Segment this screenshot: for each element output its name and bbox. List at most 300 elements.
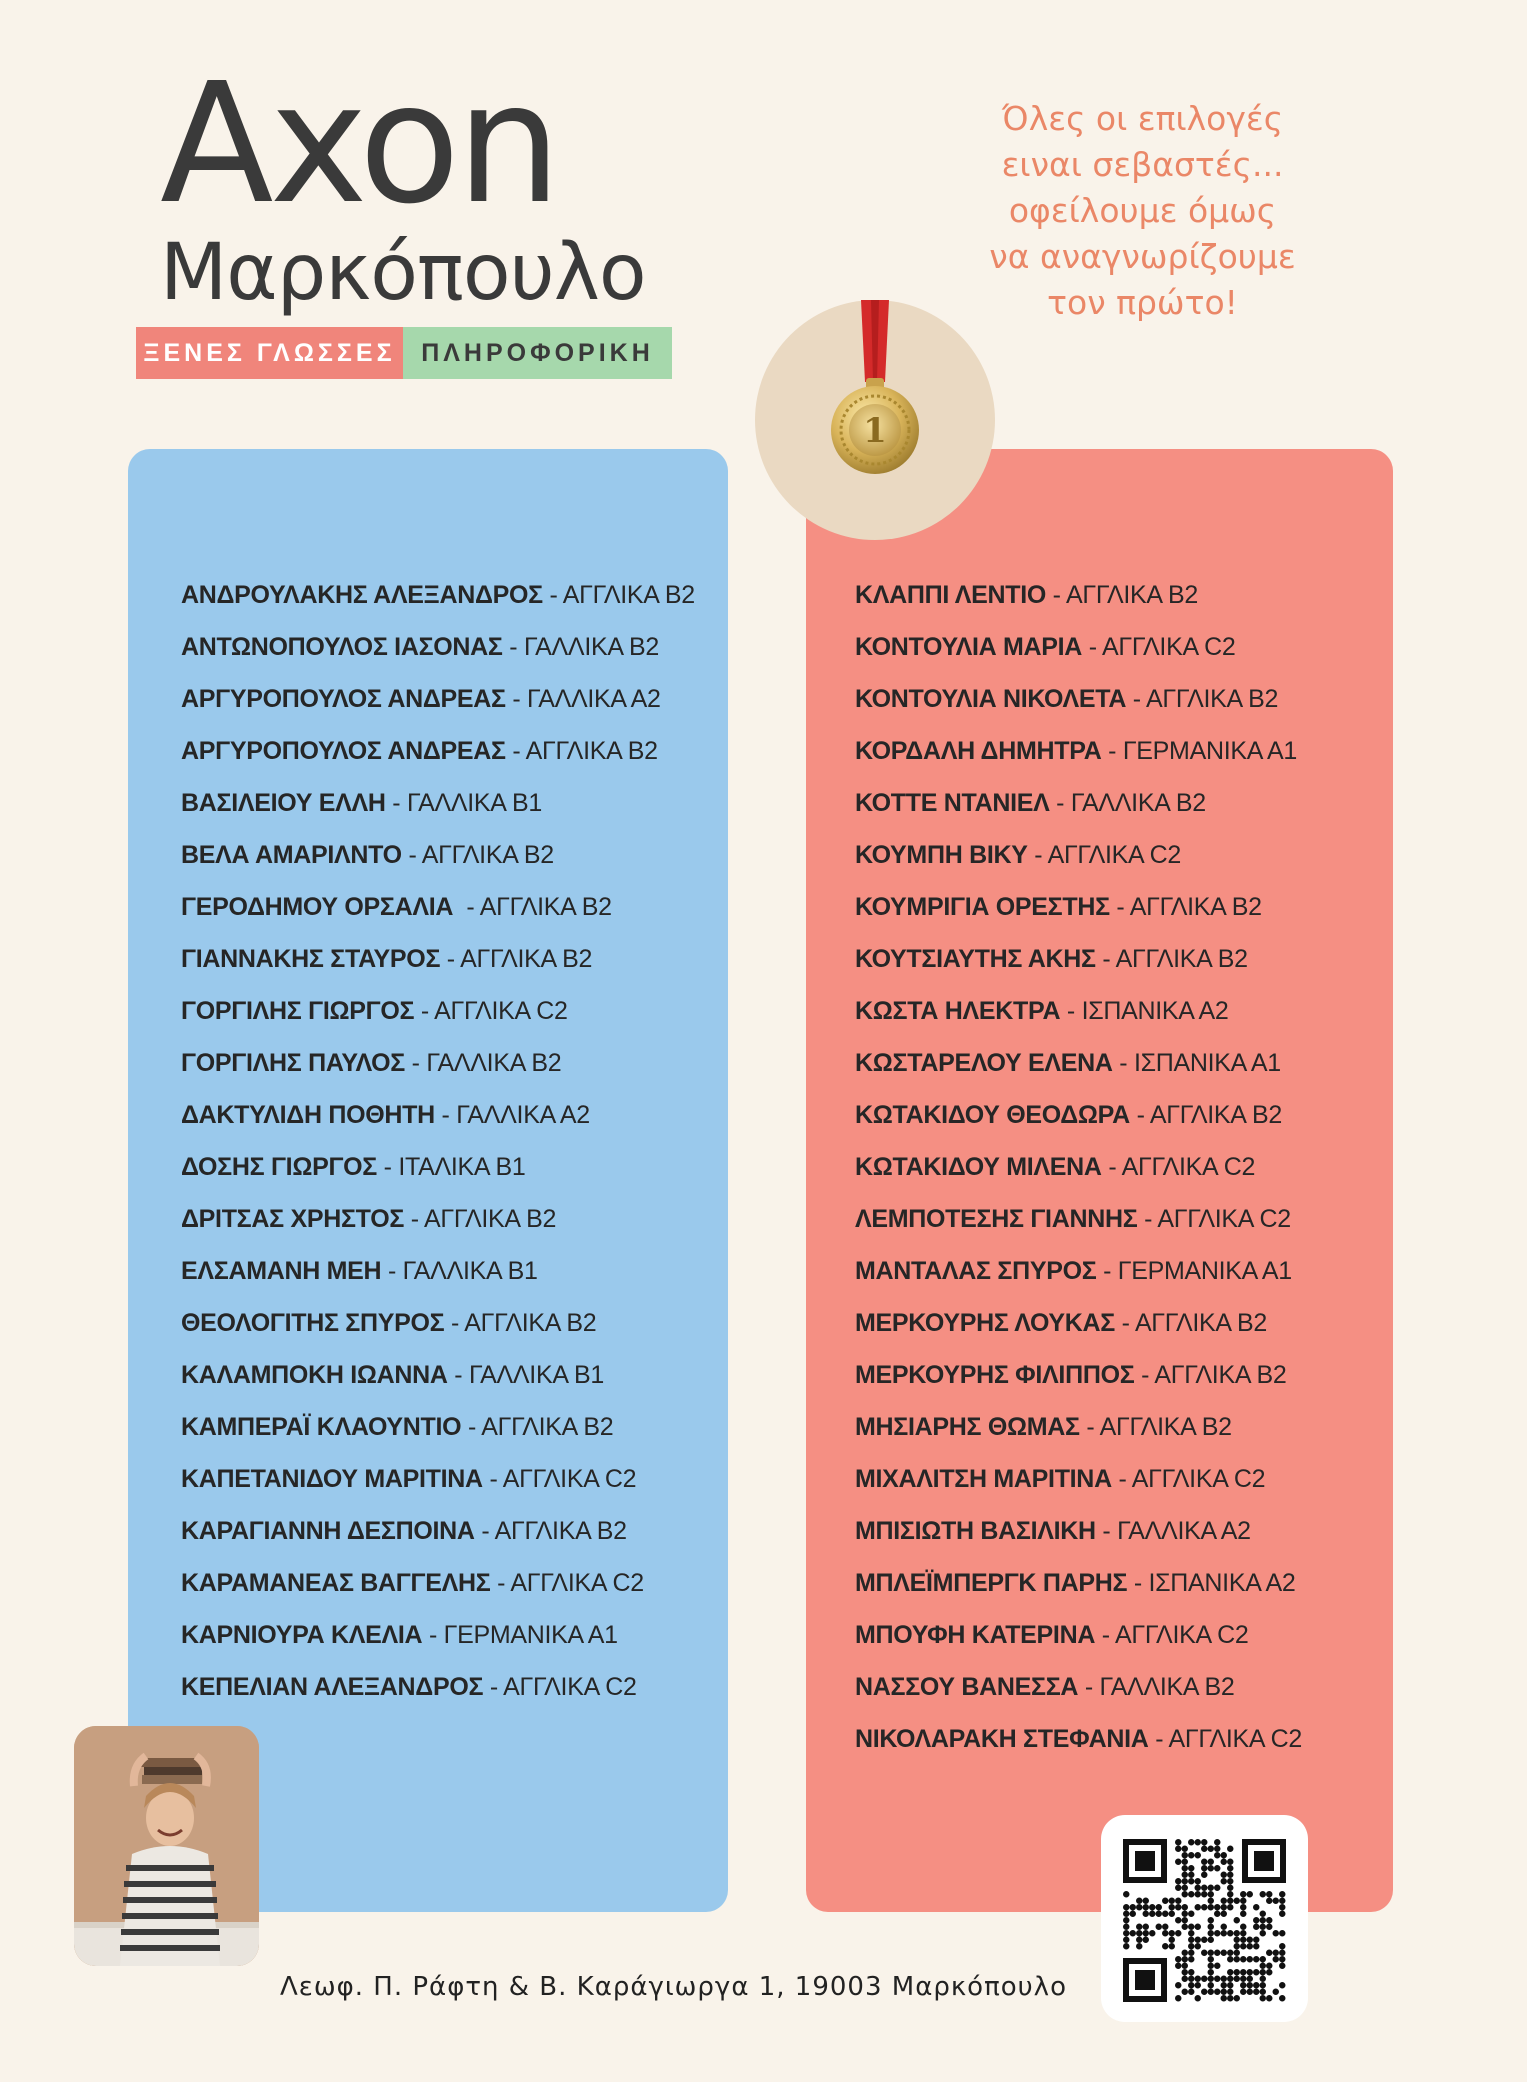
qr-module [1175,1885,1182,1892]
student-name: ΚΑΡΝΙΟΥΡΑ ΚΛΕΛΙΑ [181,1621,423,1649]
student-name: ΝΑΣΣΟΥ ΒΑΝΕΣΣΑ [855,1673,1079,1701]
qr-module [1221,1859,1228,1866]
student-name: ΚΟΥΜΠΗ ΒΙΚΥ [855,841,1028,869]
list-item: ΑΝΤΩΝΟΠΟΥΛΟΣ ΙΑΣΟΝΑΣ - ΓΑΛΛΙΚΑ Β2 [181,633,659,661]
qr-module [1162,1930,1169,1937]
qr-module [1136,1924,1143,1931]
student-level: ΑΓΓΛΙΚΑ C2 [1102,633,1236,661]
list-item: ΚΟΤΤΕ ΝΤΑΝΙΕΛ - ΓΑΛΛΙΚΑ Β2 [855,789,1206,817]
student-level: ΑΓΓΛΙΚΑ Β2 [1115,945,1248,973]
qr-module [1195,1982,1202,1989]
qr-module [1143,1930,1150,1937]
qr-module [1227,1865,1234,1872]
student-name: ΑΝΔΡΟΥΛΑΚΗΣ ΑΛΕΞΑΝΔΡΟΣ [181,581,543,609]
qr-module [1234,1995,1241,2002]
qr-module [1188,1852,1195,1859]
qr-module [1227,1878,1234,1885]
qr-module [1195,1976,1202,1983]
qr-module [1143,1937,1150,1944]
qr-module [1221,1950,1228,1957]
qr-module [1221,1878,1228,1885]
student-level: ΑΓΓΛΙΚΑ C2 [434,997,568,1025]
qr-module [1182,1891,1189,1898]
tag-foreign-languages: ΞΕΝΕΣ ΓΛΩΣΣΕΣ [136,327,403,379]
student-name: ΜΠΟΥΦΗ ΚΑΤΕΡΙΝΑ [855,1621,1096,1649]
student-level: ΑΓΓΛΙΚΑ Β2 [1134,1309,1267,1337]
student-name: ΜΕΡΚΟΥΡΗΣ ΦΙΛΙΠΠΟΣ [855,1361,1135,1389]
qr-module [1234,1917,1241,1924]
medal-number: 1 [863,411,887,451]
qr-module [1162,1943,1169,1950]
student-level: ΓΑΛΛΙΚΑ Α2 [1117,1517,1251,1545]
qr-module [1188,1924,1195,1931]
qr-module [1240,1911,1247,1918]
student-list-left [181,578,695,1722]
qr-module [1253,1937,1260,1944]
qr-module [1188,1956,1195,1963]
qr-module [1188,1891,1195,1898]
qr-module [1188,1989,1195,1996]
list-item: ΑΡΓΥΡΟΠΟΥΛΟΣ ΑΝΔΡΕΑΣ - ΑΓΓΛΙΚΑ Β2 [181,737,658,765]
list-item: ΘΕΟΛΟΓΙΤΗΣ ΣΠΥΡΟΣ - ΑΓΓΛΙΚΑ Β2 [181,1309,597,1337]
qr-module [1227,1950,1234,1957]
qr-module [1260,1989,1267,1996]
student-level: ΓΑΛΛΙΚΑ Β1 [406,789,542,817]
qr-module [1227,1859,1234,1866]
qr-module [1266,1995,1273,2002]
qr-module [1227,1969,1234,1976]
qr-module [1240,1904,1247,1911]
student-name: ΜΕΡΚΟΥΡΗΣ ΛΟΥΚΑΣ [855,1309,1115,1337]
qr-module [1182,1950,1189,1957]
qr-module [1279,1995,1286,2002]
student-name: ΚΟΥΤΣΙΑΥΤΗΣ ΑΚΗΣ [855,945,1096,973]
qr-module [1208,1989,1215,1996]
qr-module [1182,1878,1189,1885]
qr-module [1182,1917,1189,1924]
quote-line: τον πρώτο! [1047,283,1238,322]
qr-module [1195,1839,1202,1846]
qr-module [1273,1956,1280,1963]
list-item: ΜΙΧΑΛΙΤΣΗ ΜΑΡΙΤΙΝΑ - ΑΓΓΛΙΚΑ C2 [855,1465,1266,1493]
qr-module [1234,1943,1241,1950]
student-level: ΓΑΛΛΙΚΑ Β1 [402,1257,538,1285]
qr-module [1188,1839,1195,1846]
qr-module [1253,1969,1260,1976]
student-level: ΑΓΓΛΙΚΑ Β2 [423,1205,557,1233]
qr-module [1247,1943,1254,1950]
student-level: ΓΑΛΛΙΚΑ Β2 [426,1049,562,1077]
qr-module [1208,1898,1215,1905]
qr-module [1227,1898,1234,1905]
qr-module [1182,1885,1189,1892]
qr-module [1279,1930,1286,1937]
list-item: ΚΩΣΤΑ ΗΛΕΚΤΡΑ - ΙΣΠΑΝΙΚΑ Α2 [855,997,1229,1025]
student-name: ΚΕΠΕΛΙΑΝ ΑΛΕΞΑΝΔΡΟΣ [181,1673,484,1701]
student-name: ΓΟΡΓΙΛΗΣ ΓΙΩΡΓΟΣ [181,997,415,1025]
qr-module [1214,1885,1221,1892]
qr-module [1201,1989,1208,1996]
list-item: ΜΑΝΤΑΛΑΣ ΣΠΥΡΟΣ - ΓΕΡΜΑΝΙΚΑ Α1 [855,1257,1292,1285]
list-item: ΚΟΥΜΠΗ ΒΙΚΥ - ΑΓΓΛΙΚΑ C2 [855,841,1182,869]
qr-module [1240,1976,1247,1983]
student-name: ΒΑΣΙΛΕΙΟΥ ΕΛΛΗ [181,789,386,817]
student-level: ΓΑΛΛΙΚΑ Β2 [1099,1673,1235,1701]
list-item: ΕΛΣΑΜΑΝΗ ΜΕΗ - ΓΑΛΛΙΚΑ Β1 [181,1257,538,1285]
qr-module [1266,1950,1273,1957]
qr-module [1221,1904,1228,1911]
qr-module [1253,1943,1260,1950]
qr-module [1208,1930,1215,1937]
qr-module [1182,1904,1189,1911]
qr-module [1214,1989,1221,1996]
list-item: ΔΡΙΤΣΑΣ ΧΡΗΣΤΟΣ - ΑΓΓΛΙΚΑ Β2 [181,1205,557,1233]
qr-module [1279,1898,1286,1905]
student-name: ΚΑΠΕΤΑΝΙΔΟΥ ΜΑΡΙΤΙΝΑ [181,1465,483,1493]
student-name: ΕΛΣΑΜΑΝΗ ΜΕΗ [181,1257,382,1285]
list-item: ΚΩΤΑΚΙΔΟΥ ΜΙΛΕΝΑ - ΑΓΓΛΙΚΑ C2 [855,1153,1256,1181]
list-item: ΚΑΜΠΕΡΑΪ ΚΛΑΟΥΝΤΙΟ - ΑΓΓΛΙΚΑ Β2 [181,1413,614,1441]
qr-module [1201,1885,1208,1892]
student-name: ΚΟΤΤΕ ΝΤΑΝΙΕΛ [855,789,1050,817]
qr-module [1143,1904,1150,1911]
student-level: ΑΓΓΛΙΚΑ Β2 [1146,685,1279,713]
qr-module [1208,1937,1215,1944]
brand [160,48,646,318]
qr-module [1208,1865,1215,1872]
qr-module [1182,1976,1189,1983]
list-item: ΚΑΡΑΓΙΑΝΝΗ ΔΕΣΠΟΙΝΑ - ΑΓΓΛΙΚΑ Β2 [181,1517,627,1545]
tag-informatics: ΠΛΗΡΟΦΟΡΙΚΗ [403,327,672,379]
student-name: ΒΕΛΑ ΑΜΑΡΙΛΝΤΟ [181,841,402,869]
qr-module [1175,1904,1182,1911]
qr-module [1182,1859,1189,1866]
student-level: ΓΑΛΛΙΚΑ Α2 [527,685,661,713]
qr-module [1253,1982,1260,1989]
qr-module [1182,1872,1189,1879]
qr-module [1123,1891,1130,1898]
list-item: ΚΑΠΕΤΑΝΙΔΟΥ ΜΑΡΙΤΙΝΑ - ΑΓΓΛΙΚΑ C2 [181,1465,637,1493]
qr-module [1201,1937,1208,1944]
qr-module [1273,1898,1280,1905]
qr-module [1234,1950,1241,1957]
qr-module [1130,1930,1137,1937]
qr-module [1136,1898,1143,1905]
list-item: ΚΟΡΔΑΛΗ ΔΗΜΗΤΡΑ - ΓΕΡΜΑΝΙΚΑ Α1 [855,737,1297,765]
qr-module [1227,1904,1234,1911]
student-level: ΑΓΓΛΙΚΑ Β2 [525,737,658,765]
qr-module [1188,1950,1195,1957]
student-level: ΑΓΓΛΙΚΑ Β2 [481,1413,614,1441]
student-name: ΝΙΚΟΛΑΡΑΚΗ ΣΤΕΦΑΝΙΑ [855,1725,1149,1753]
list-item: ΚΛΑΠΠΙ ΛΕΝΤΙΟ - ΑΓΓΛΙΚΑ Β2 [855,581,1199,609]
qr-module [1208,1891,1215,1898]
qr-module [1208,1956,1215,1963]
student-name: ΚΑΡΑΜΑΝΕΑΣ ΒΑΓΓΕΛΗΣ [181,1569,491,1597]
qr-module [1188,1878,1195,1885]
student-name: ΚΩΤΑΚΙΔΟΥ ΘΕΟΔΩΡΑ [855,1101,1130,1129]
qr-module [1247,1891,1254,1898]
list-item: ΚΑΛΑΜΠΟΚΗ ΙΩΑΝΝΑ - ΓΑΛΛΙΚΑ Β1 [181,1361,604,1389]
student-name: ΜΗΣΙΑΡΗΣ ΘΩΜΑΣ [855,1413,1080,1441]
qr-module [1188,1872,1195,1879]
qr-module [1162,1898,1169,1905]
qr-module [1188,1982,1195,1989]
student-level: ΑΓΓΛΙΚΑ C2 [1047,841,1182,869]
student-name: ΓΟΡΓΙΛΗΣ ΠΑΥΛΟΣ [181,1049,405,1077]
qr-module [1169,1943,1176,1950]
qr-module [1123,1937,1130,1944]
student-name: ΑΡΓΥΡΟΠΟΥΛΟΣ ΑΝΔΡΕΑΣ [181,685,506,713]
qr-module [1195,1891,1202,1898]
student-name: ΚΩΣΤΑΡΕΛΟΥ ΕΛΕΝΑ [855,1049,1113,1077]
qr-module [1279,1982,1286,1989]
list-item: ΚΟΝΤΟΥΛΙΑ ΜΑΡΙΑ - ΑΓΓΛΙΚΑ C2 [855,633,1236,661]
medal-badge [755,300,995,540]
qr-module [1201,1872,1208,1879]
qr-module [1266,1963,1273,1970]
student-name: ΜΙΧΑΛΙΤΣΗ ΜΑΡΙΤΙΝΑ [855,1465,1112,1493]
student-name: ΚΑΡΑΓΙΑΝΝΗ ΔΕΣΠΟΙΝΑ [181,1517,475,1545]
qr-module [1227,1885,1234,1892]
list-item: ΚΟΝΤΟΥΛΙΑ ΝΙΚΟΛΕΤΑ - ΑΓΓΛΙΚΑ Β2 [855,685,1279,713]
student-name: ΘΕΟΛΟΓΙΤΗΣ ΣΠΥΡΟΣ [181,1309,445,1337]
qr-module [1175,1917,1182,1924]
list-item: ΚΩΤΑΚΙΔΟΥ ΘΕΟΔΩΡΑ - ΑΓΓΛΙΚΑ Β2 [855,1101,1282,1129]
student-level: ΙΣΠΑΝΙΚΑ Α1 [1133,1049,1281,1077]
qr-module [1260,1930,1267,1937]
student-name: ΔΑΚΤΥΛΙΔΗ ΠΟΘΗΤΗ [181,1101,435,1129]
qr-module [1227,1891,1234,1898]
student-level: ΑΓΓΛΙΚΑ C2 [1168,1725,1302,1753]
qr-module [1175,1982,1182,1989]
qr-module [1266,1898,1273,1905]
qr-module [1266,1969,1273,1976]
student-name: ΚΩΣΤΑ ΗΛΕΚΤΡΑ [855,997,1061,1025]
list-item: ΓΟΡΓΙΛΗΣ ΓΙΩΡΓΟΣ - ΑΓΓΛΙΚΑ C2 [181,997,568,1025]
girl-with-books-photo [74,1726,259,1966]
qr-module [1182,1911,1189,1918]
qr-module [1273,1930,1280,1937]
student-level: ΑΓΓΛΙΚΑ Β2 [494,1517,627,1545]
student-name: ΚΟΝΤΟΥΛΙΑ ΝΙΚΟΛΕΤΑ [855,685,1127,713]
student-name: ΚΟΥΜΡΙΓΙΑ ΟΡΕΣΤΗΣ [855,893,1110,921]
qr-module [1279,1943,1286,1950]
qr-module [1214,1839,1221,1846]
student-level: ΑΓΓΛΙΚΑ Β2 [1149,1101,1282,1129]
student-level: ΙΣΠΑΝΙΚΑ Α2 [1148,1569,1296,1597]
qr-module [1253,1989,1260,1996]
list-item: ΔΑΚΤΥΛΙΔΗ ΠΟΘΗΤΗ - ΓΑΛΛΙΚΑ Α2 [181,1101,590,1129]
qr-module [1162,1924,1169,1931]
qr-module [1136,1937,1143,1944]
student-level: ΙΤΑΛΙΚΑ Β1 [398,1153,526,1181]
qr-module [1123,1924,1130,1931]
qr-module [1195,1904,1202,1911]
student-level: ΙΣΠΑΝΙΚΑ Α2 [1081,997,1229,1025]
qr-module [1188,1911,1195,1918]
student-name: ΔΡΙΤΣΑΣ ΧΡΗΣΤΟΣ [181,1205,405,1233]
qr-module [1279,1950,1286,1957]
qr-module [1260,1924,1267,1931]
qr-module [1221,1989,1228,1996]
qr-module [1208,1963,1215,1970]
qr-module [1149,1911,1156,1918]
qr-module [1208,1950,1215,1957]
student-name: ΚΟΝΤΟΥΛΙΑ ΜΑΡΙΑ [855,633,1083,661]
quote-line: Όλες οι επιλογές [1001,99,1284,138]
student-level: ΑΓΓΛΙΚΑ C2 [503,1673,637,1701]
qr-module [1221,1995,1228,2002]
student-list-right [855,578,1302,1774]
qr-module [1182,1865,1189,1872]
qr-module [1214,1976,1221,1983]
qr-module [1195,1852,1202,1859]
qr-module [1182,1989,1189,1996]
qr-module [1201,1865,1208,1872]
qr-module [1221,1982,1228,1989]
qr-module [1247,1969,1254,1976]
qr-module [1214,1852,1221,1859]
qr-module [1253,1904,1260,1911]
student-level: ΑΓΓΛΙΚΑ Β2 [1154,1361,1287,1389]
qr-module [1182,1846,1189,1853]
list-item: ΜΠΟΥΦΗ ΚΑΤΕΡΙΝΑ - ΑΓΓΛΙΚΑ C2 [855,1621,1249,1649]
qr-module [1260,1956,1267,1963]
qr-module [1201,1859,1208,1866]
qr-module [1253,1917,1260,1924]
qr-module [1195,1924,1202,1931]
address: Λεωφ. Π. Ράφτη & Β. Καράγιωργα 1, 19003 Μαρκόπουλο [280,1972,1067,2002]
qr-module [1214,1950,1221,1957]
qr-module [1169,1911,1176,1918]
qr-module [1221,1911,1228,1918]
qr-module [1195,1995,1202,2002]
qr-module [1195,1885,1202,1892]
qr-module [1182,1969,1189,1976]
qr-module [1143,1911,1150,1918]
qr-module [1221,1930,1228,1937]
qr-module [1175,1963,1182,1970]
qr-module [1279,1904,1286,1911]
student-level: ΓΕΡΜΑΝΙΚΑ Α1 [1117,1257,1292,1285]
qr-module [1169,1930,1176,1937]
student-level: ΑΓΓΛΙΚΑ Β2 [1065,581,1199,609]
qr-module [1123,1943,1130,1950]
qr-module [1123,1930,1130,1937]
qr-module [1208,1846,1215,1853]
student-level: ΓΑΛΛΙΚΑ Β2 [1070,789,1206,817]
quote-line: οφείλουμε όμως [1008,191,1277,230]
qr-module [1201,1846,1208,1853]
student-level: ΓΑΛΛΙΚΑ Α2 [456,1101,590,1129]
qr-module [1214,1911,1221,1918]
qr-module [1195,1937,1202,1944]
qr-module [1221,1852,1228,1859]
student-level: ΓΑΛΛΙΚΑ Β1 [468,1361,604,1389]
student-level: ΑΓΓΛΙΚΑ Β2 [421,841,554,869]
qr-module [1208,1859,1215,1866]
qr-module [1253,1956,1260,1963]
qr-module [1227,1982,1234,1989]
qr-module [1260,1917,1267,1924]
qr-module [1182,1924,1189,1931]
qr-module [1221,1872,1228,1879]
qr-module [1247,1989,1254,1996]
student-name: ΜΠΛΕΪΜΠΕΡΓΚ ΠΑΡΗΣ [855,1569,1128,1597]
qr-module [1162,1911,1169,1918]
qr-module [1227,1930,1234,1937]
qr-module [1136,1930,1143,1937]
qr-module [1195,1943,1202,1950]
qr-module [1240,1937,1247,1944]
qr-module [1279,1911,1286,1918]
qr-module [1208,1904,1215,1911]
qr-module [1221,1976,1228,1983]
qr-module [1234,1937,1241,1944]
student-level: ΑΓΓΛΙΚΑ Β2 [460,945,593,973]
qr-module [1240,1898,1247,1905]
qr-module [1240,1943,1247,1950]
list-item: ΜΕΡΚΟΥΡΗΣ ΦΙΛΙΠΠΟΣ - ΑΓΓΛΙΚΑ Β2 [855,1361,1287,1389]
qr-module [1240,1956,1247,1963]
qr-module [1260,1969,1267,1976]
qr-module [1240,1982,1247,1989]
qr-module [1253,1924,1260,1931]
student-name: ΓΙΑΝΝΑΚΗΣ ΣΤΑΥΡΟΣ [181,945,441,973]
qr-module [1156,1904,1163,1911]
qr-code-graphic [1101,1815,1308,2022]
qr-module [1247,1982,1254,1989]
qr-module [1175,1846,1182,1853]
student-level: ΑΓΓΛΙΚΑ C2 [1115,1621,1249,1649]
student-name: ΚΛΑΠΠΙ ΛΕΝΤΙΟ [855,581,1047,609]
qr-module [1188,1969,1195,1976]
student-name: ΑΝΤΩΝΟΠΟΥΛΟΣ ΙΑΣΟΝΑΣ [181,633,503,661]
brand-location: Μαρκόπουλο [160,228,646,318]
qr-module [1260,1995,1267,2002]
list-item: ΝΑΣΣΟΥ ΒΑΝΕΣΣΑ - ΓΑΛΛΙΚΑ Β2 [855,1673,1235,1701]
student-name: ΛΕΜΠΟΤΕΣΗΣ ΓΙΑΝΝΗΣ [855,1205,1138,1233]
qr-module [1149,1904,1156,1911]
qr-module [1240,1924,1247,1931]
student-level: ΑΓΓΛΙΚΑ C2 [1157,1205,1291,1233]
student-level: ΑΓΓΛΙΚΑ C2 [1121,1153,1256,1181]
list-item: ΚΑΡΝΙΟΥΡΑ ΚΛΕΛΙΑ - ΓΕΡΜΑΝΙΚΑ Α1 [181,1621,618,1649]
qr-module [1123,1904,1130,1911]
qr-module [1247,1937,1254,1944]
qr-module [1227,1995,1234,2002]
qr-code-icon[interactable] [1101,1815,1308,2022]
list-item: ΒΕΛΑ ΑΜΑΡΙΛΝΤΟ - ΑΓΓΛΙΚΑ Β2 [181,841,554,869]
qr-module [1136,1943,1143,1950]
student-level: ΑΓΓΛΙΚΑ C2 [1131,1465,1266,1493]
qr-module [1221,1924,1228,1931]
qr-module [1175,1995,1182,2002]
student-level: ΓΑΛΛΙΚΑ Β2 [523,633,659,661]
photo-illustration [74,1726,259,1966]
qr-module [1195,1878,1202,1885]
qr-module [1123,1917,1130,1924]
qr-module [1156,1911,1163,1918]
student-level: ΑΓΓΛΙΚΑ Β2 [464,1309,597,1337]
list-item: ΚΟΥΤΣΙΑΥΤΗΣ ΑΚΗΣ - ΑΓΓΛΙΚΑ Β2 [855,945,1248,973]
qr-module [1260,1976,1267,1983]
qr-module [1273,1950,1280,1957]
qr-module [1279,1963,1286,1970]
student-name: ΑΡΓΥΡΟΠΟΥΛΟΣ ΑΝΔΡΕΑΣ [181,737,506,765]
qr-module [1260,1982,1267,1989]
